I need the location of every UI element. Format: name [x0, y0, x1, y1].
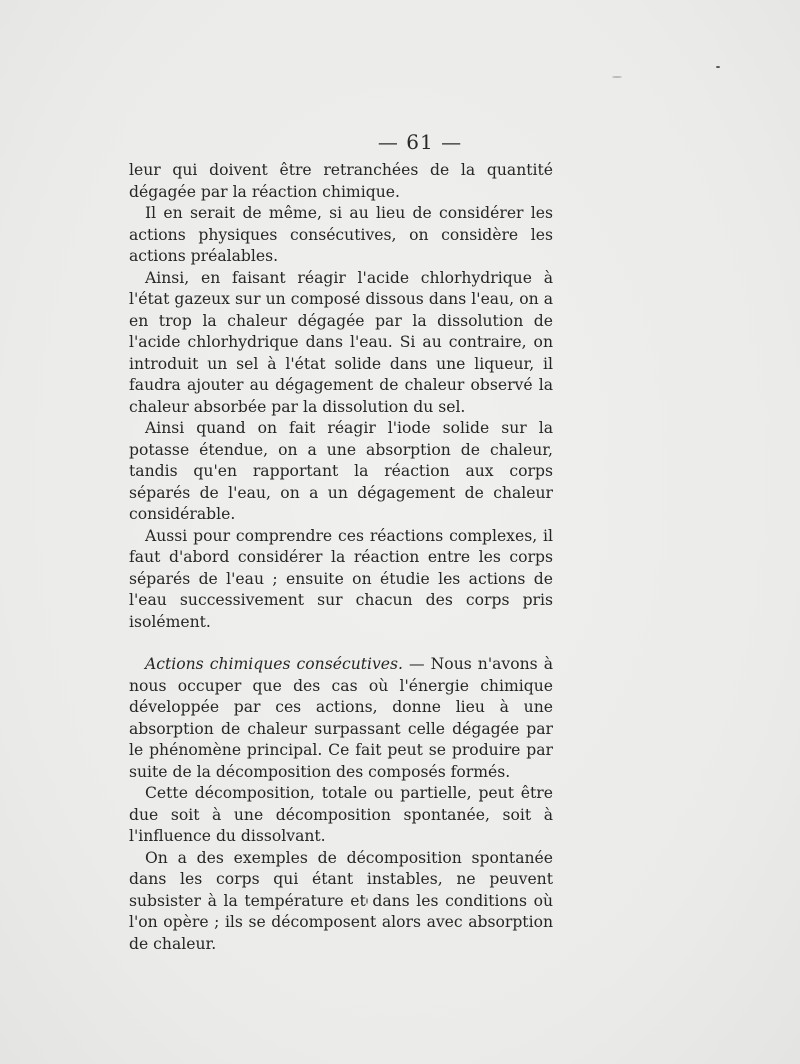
- scan-speck: [716, 66, 720, 68]
- section-title: Actions chimiques consécutives.: [145, 655, 403, 673]
- paragraph: Il en serait de même, si au lieu de considérer les actions physiques consécutives, on considère les actions préalables.: [129, 204, 553, 265]
- body-text: [129, 160, 553, 955]
- page-number: — 61 —: [377, 130, 463, 154]
- paragraph: Ainsi, en faisant réagir l'acide chlorhydrique à l'état gazeux sur un composé dissous dans l'eau, on a en trop la chaleur dégagée par la dissolution de l'acide chlorhydrique dans l'eau. Si au contraire, on introduit un sel à l'état solide dans une liqueur, il faudra ajouter au dégagement de chaleur observé la chaleur absorbée par la dissolution du sel.: [129, 268, 553, 416]
- paragraph: leur qui doivent être retranchées de la quantité dégagée par la réaction chimique.: [129, 161, 553, 201]
- paragraph: On a des exemples de décomposition spontanée dans les corps qui étant instables, ne peuvent subsister à la température et dans les conditions où l'on opère ; ils se décomposent alors avec absorption de chaleur.: [129, 848, 553, 953]
- paragraph: Ainsi quand on fait réagir l'iode solide sur la potasse étendue, on a une absorption de chaleur, tandis qu'en rapportant la réaction aux corps séparés de l'eau, on a un dégagement de chaleur considérable.: [129, 419, 553, 523]
- paragraph: Aussi pour comprendre ces réactions complexes, il faut d'abord considérer la réaction entre les corps séparés de l'eau ; ensuite on étudie les actions de l'eau successivement sur chacun des corps pris isolément.: [129, 526, 553, 631]
- paragraph: Cette décomposition, totale ou partielle, peut être due soit à une décomposition spontanée, soit à l'influence du dissolvant.: [129, 784, 553, 845]
- section-paragraph: [129, 654, 553, 783]
- scan-speck: [612, 76, 622, 78]
- section-lead: — Nous n'avons à nous occuper que des cas où l'énergie chimique développée par ces actions, donne lieu à une absorption de chaleur surpassant celle dégagée par le phénomène principal. Ce fait peut se produire par suite de la décomposition des composés formés.: [129, 655, 553, 781]
